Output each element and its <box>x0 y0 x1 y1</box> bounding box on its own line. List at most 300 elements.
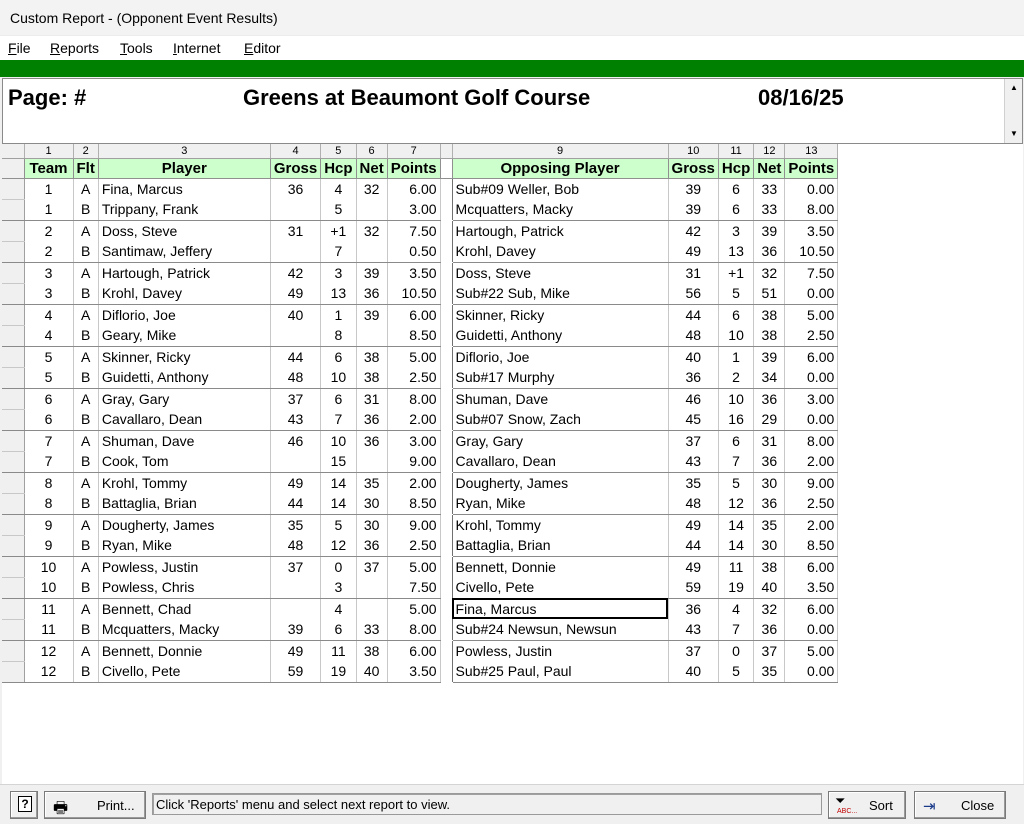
row-header[interactable] <box>2 409 24 430</box>
cell-opp-gross[interactable]: 49 <box>668 556 718 577</box>
print-button[interactable] <box>44 791 146 819</box>
cell-points[interactable]: 2.00 <box>387 472 440 493</box>
cell-opp-gross[interactable]: 44 <box>668 535 718 556</box>
cell-opp-hcp[interactable]: 0 <box>718 640 753 661</box>
cell-points[interactable]: 2.50 <box>387 535 440 556</box>
row-header[interactable] <box>2 640 24 661</box>
cell-opp-net[interactable]: 38 <box>754 304 785 325</box>
cell-net[interactable] <box>356 451 387 472</box>
cell-points[interactable]: 0.50 <box>387 241 440 262</box>
cell-opp-hcp[interactable]: 4 <box>718 598 753 619</box>
cell-points[interactable]: 8.50 <box>387 493 440 514</box>
cell-hcp[interactable]: 6 <box>321 619 356 640</box>
cell-player[interactable]: Gray, Gary <box>98 388 270 409</box>
cell-net[interactable] <box>356 199 387 220</box>
cell-gross[interactable]: 42 <box>270 262 320 283</box>
cell-player[interactable]: Civello, Pete <box>98 661 270 682</box>
cell-player[interactable]: Skinner, Ricky <box>98 346 270 367</box>
cell-points[interactable]: 2.50 <box>387 367 440 388</box>
cell-player[interactable]: Cook, Tom <box>98 451 270 472</box>
cell-hcp[interactable]: 11 <box>321 640 356 661</box>
column-number[interactable]: 13 <box>785 144 838 158</box>
row-header[interactable] <box>2 199 24 220</box>
cell-player[interactable]: Guidetti, Anthony <box>98 367 270 388</box>
cell-net[interactable]: 31 <box>356 388 387 409</box>
cell-opp-gross[interactable]: 48 <box>668 325 718 346</box>
cell-player[interactable]: Ryan, Mike <box>98 535 270 556</box>
cell-team[interactable]: 8 <box>24 472 73 493</box>
row-header[interactable] <box>2 451 24 472</box>
cell-opp-gross[interactable]: 37 <box>668 430 718 451</box>
cell-flt[interactable]: B <box>73 661 98 682</box>
cell-flt[interactable]: B <box>73 199 98 220</box>
cell-opp-hcp[interactable]: 5 <box>718 661 753 682</box>
cell-opp-player[interactable]: Bennett, Donnie <box>452 556 668 577</box>
cell-opp-net[interactable]: 33 <box>754 199 785 220</box>
cell-opp-player[interactable]: Guidetti, Anthony <box>452 325 668 346</box>
row-header[interactable] <box>2 472 24 493</box>
cell-net[interactable] <box>356 577 387 598</box>
cell-opp-net[interactable]: 40 <box>754 577 785 598</box>
cell-player[interactable]: Bennett, Chad <box>98 598 270 619</box>
cell-player[interactable]: Trippany, Frank <box>98 199 270 220</box>
cell-opp-gross[interactable]: 48 <box>668 493 718 514</box>
cell-gross[interactable]: 44 <box>270 346 320 367</box>
cell-opp-gross[interactable]: 49 <box>668 514 718 535</box>
cell-net[interactable]: 37 <box>356 556 387 577</box>
cell-opp-hcp[interactable]: 11 <box>718 556 753 577</box>
cell-opp-net[interactable]: 33 <box>754 178 785 199</box>
cell-opp-points[interactable]: 6.00 <box>785 346 838 367</box>
menu-tools[interactable] <box>120 40 153 56</box>
cell-opp-gross[interactable]: 42 <box>668 220 718 241</box>
cell-gross[interactable] <box>270 325 320 346</box>
cell-flt[interactable]: B <box>73 451 98 472</box>
cell-opp-player[interactable]: Krohl, Tommy <box>452 514 668 535</box>
cell-opp-gross[interactable]: 36 <box>668 598 718 619</box>
cell-opp-points[interactable]: 0.00 <box>785 619 838 640</box>
row-header[interactable] <box>2 619 24 640</box>
cell-hcp[interactable]: 4 <box>321 178 356 199</box>
column-number[interactable]: 3 <box>98 144 270 158</box>
cell-net[interactable]: 30 <box>356 514 387 535</box>
cell-net[interactable]: 38 <box>356 346 387 367</box>
cell-opp-gross[interactable]: 56 <box>668 283 718 304</box>
cell-opp-hcp[interactable]: 14 <box>718 535 753 556</box>
cell-opp-gross[interactable]: 43 <box>668 619 718 640</box>
cell-hcp[interactable]: 15 <box>321 451 356 472</box>
cell-net[interactable]: 36 <box>356 535 387 556</box>
cell-gross[interactable] <box>270 199 320 220</box>
scroll-down-icon[interactable]: ▼ <box>1006 126 1022 142</box>
cell-net[interactable]: 39 <box>356 262 387 283</box>
cell-opp-net[interactable]: 35 <box>754 661 785 682</box>
cell-gross[interactable]: 59 <box>270 661 320 682</box>
cell-opp-points[interactable]: 3.50 <box>785 577 838 598</box>
scroll-up-icon[interactable]: ▲ <box>1006 80 1022 96</box>
cell-player[interactable]: Krohl, Davey <box>98 283 270 304</box>
column-header-opp-player[interactable]: Opposing Player <box>452 158 668 178</box>
column-header-opp-points[interactable]: Points <box>785 158 838 178</box>
cell-opp-hcp[interactable]: +1 <box>718 262 753 283</box>
cell-flt[interactable]: B <box>73 535 98 556</box>
cell-gross[interactable] <box>270 241 320 262</box>
cell-net[interactable]: 32 <box>356 178 387 199</box>
cell-flt[interactable]: B <box>73 325 98 346</box>
cell-opp-hcp[interactable]: 16 <box>718 409 753 430</box>
cell-opp-net[interactable]: 32 <box>754 262 785 283</box>
cell-points[interactable]: 5.00 <box>387 556 440 577</box>
cell-gross[interactable]: 37 <box>270 388 320 409</box>
cell-opp-net[interactable]: 34 <box>754 367 785 388</box>
cell-opp-gross[interactable]: 45 <box>668 409 718 430</box>
cell-opp-gross[interactable]: 36 <box>668 367 718 388</box>
cell-net[interactable]: 33 <box>356 619 387 640</box>
cell-flt[interactable]: B <box>73 283 98 304</box>
cell-net[interactable]: 36 <box>356 409 387 430</box>
cell-gross[interactable]: 35 <box>270 514 320 535</box>
cell-player[interactable]: Dougherty, James <box>98 514 270 535</box>
cell-team[interactable]: 10 <box>24 556 73 577</box>
cell-team[interactable]: 10 <box>24 577 73 598</box>
row-header[interactable] <box>2 304 24 325</box>
cell-hcp[interactable]: 12 <box>321 535 356 556</box>
cell-opp-points[interactable]: 8.00 <box>785 430 838 451</box>
cell-opp-points[interactable]: 6.00 <box>785 598 838 619</box>
cell-team[interactable]: 9 <box>24 514 73 535</box>
cell-player[interactable]: Fina, Marcus <box>98 178 270 199</box>
cell-points[interactable]: 10.50 <box>387 283 440 304</box>
cell-points[interactable]: 6.00 <box>387 304 440 325</box>
cell-hcp[interactable]: 7 <box>321 409 356 430</box>
cell-hcp[interactable]: 6 <box>321 346 356 367</box>
cell-opp-net[interactable]: 36 <box>754 619 785 640</box>
cell-points[interactable]: 5.00 <box>387 346 440 367</box>
cell-opp-gross[interactable]: 35 <box>668 472 718 493</box>
cell-points[interactable]: 3.00 <box>387 430 440 451</box>
cell-gross[interactable]: 31 <box>270 220 320 241</box>
cell-flt[interactable]: B <box>73 577 98 598</box>
row-header[interactable] <box>2 556 24 577</box>
cell-opp-hcp[interactable]: 3 <box>718 220 753 241</box>
cell-opp-player[interactable]: Dougherty, James <box>452 472 668 493</box>
cell-team[interactable]: 4 <box>24 304 73 325</box>
column-number[interactable]: 7 <box>387 144 440 158</box>
cell-points[interactable]: 8.50 <box>387 325 440 346</box>
menu-file[interactable] <box>8 40 31 56</box>
column-header-opp-gross[interactable]: Gross <box>668 158 718 178</box>
cell-hcp[interactable]: 8 <box>321 325 356 346</box>
cell-points[interactable]: 3.50 <box>387 661 440 682</box>
cell-opp-player[interactable]: Cavallaro, Dean <box>452 451 668 472</box>
cell-team[interactable]: 3 <box>24 283 73 304</box>
cell-team[interactable]: 2 <box>24 220 73 241</box>
cell-opp-net[interactable]: 32 <box>754 598 785 619</box>
column-header-opp-hcp[interactable]: Hcp <box>718 158 753 178</box>
column-number[interactable]: 5 <box>321 144 356 158</box>
cell-opp-hcp[interactable]: 6 <box>718 430 753 451</box>
cell-flt[interactable]: A <box>73 178 98 199</box>
cell-points[interactable]: 3.00 <box>387 199 440 220</box>
cell-opp-net[interactable]: 30 <box>754 535 785 556</box>
cell-flt[interactable]: A <box>73 346 98 367</box>
cell-opp-gross[interactable]: 37 <box>668 640 718 661</box>
cell-opp-net[interactable]: 51 <box>754 283 785 304</box>
cell-hcp[interactable]: 14 <box>321 493 356 514</box>
cell-gross[interactable] <box>270 451 320 472</box>
cell-gross[interactable]: 39 <box>270 619 320 640</box>
cell-opp-gross[interactable]: 49 <box>668 241 718 262</box>
cell-opp-gross[interactable]: 44 <box>668 304 718 325</box>
cell-hcp[interactable]: 5 <box>321 199 356 220</box>
cell-opp-player[interactable]: Sub#25 Paul, Paul <box>452 661 668 682</box>
cell-net[interactable] <box>356 325 387 346</box>
row-header[interactable] <box>2 514 24 535</box>
cell-opp-gross[interactable]: 39 <box>668 199 718 220</box>
cell-opp-gross[interactable]: 43 <box>668 451 718 472</box>
cell-hcp[interactable]: 14 <box>321 472 356 493</box>
cell-hcp[interactable]: 7 <box>321 241 356 262</box>
cell-net[interactable]: 39 <box>356 304 387 325</box>
row-header[interactable] <box>2 367 24 388</box>
cell-flt[interactable]: A <box>73 304 98 325</box>
cell-gross[interactable]: 37 <box>270 556 320 577</box>
cell-opp-player[interactable]: Skinner, Ricky <box>452 304 668 325</box>
cell-opp-points[interactable]: 5.00 <box>785 304 838 325</box>
cell-opp-player[interactable]: Sub#17 Murphy <box>452 367 668 388</box>
cell-points[interactable]: 2.00 <box>387 409 440 430</box>
cell-hcp[interactable]: 13 <box>321 283 356 304</box>
cell-opp-player[interactable]: Gray, Gary <box>452 430 668 451</box>
cell-team[interactable]: 4 <box>24 325 73 346</box>
cell-team[interactable]: 12 <box>24 640 73 661</box>
cell-flt[interactable]: A <box>73 430 98 451</box>
cell-opp-net[interactable]: 36 <box>754 241 785 262</box>
cell-opp-gross[interactable]: 40 <box>668 346 718 367</box>
row-header[interactable] <box>2 346 24 367</box>
cell-opp-net[interactable]: 35 <box>754 514 785 535</box>
cell-gross[interactable] <box>270 577 320 598</box>
cell-player[interactable]: Santimaw, Jeffery <box>98 241 270 262</box>
cell-points[interactable]: 7.50 <box>387 577 440 598</box>
column-number[interactable]: 10 <box>668 144 718 158</box>
cell-flt[interactable]: A <box>73 220 98 241</box>
cell-net[interactable]: 32 <box>356 220 387 241</box>
cell-gross[interactable]: 49 <box>270 283 320 304</box>
cell-points[interactable]: 6.00 <box>387 640 440 661</box>
cell-hcp[interactable]: 6 <box>321 388 356 409</box>
cell-team[interactable]: 5 <box>24 367 73 388</box>
cell-gross[interactable] <box>270 598 320 619</box>
cell-player[interactable]: Cavallaro, Dean <box>98 409 270 430</box>
cell-opp-hcp[interactable]: 10 <box>718 325 753 346</box>
cell-opp-gross[interactable]: 31 <box>668 262 718 283</box>
cell-opp-net[interactable]: 29 <box>754 409 785 430</box>
cell-flt[interactable]: A <box>73 472 98 493</box>
cell-opp-net[interactable]: 30 <box>754 472 785 493</box>
menu-reports[interactable] <box>50 40 99 56</box>
cell-points[interactable]: 3.50 <box>387 262 440 283</box>
cell-opp-hcp[interactable]: 6 <box>718 199 753 220</box>
cell-gross[interactable]: 43 <box>270 409 320 430</box>
cell-flt[interactable]: A <box>73 640 98 661</box>
cell-points[interactable]: 5.00 <box>387 598 440 619</box>
cell-hcp[interactable]: 5 <box>321 514 356 535</box>
cell-hcp[interactable]: 10 <box>321 430 356 451</box>
cell-team[interactable]: 9 <box>24 535 73 556</box>
cell-flt[interactable]: B <box>73 619 98 640</box>
cell-opp-player[interactable]: Civello, Pete <box>452 577 668 598</box>
cell-flt[interactable]: A <box>73 262 98 283</box>
cell-gross[interactable]: 49 <box>270 640 320 661</box>
row-header[interactable] <box>2 144 24 158</box>
cell-player[interactable]: Battaglia, Brian <box>98 493 270 514</box>
column-number[interactable]: 11 <box>718 144 753 158</box>
column-header-hcp[interactable]: Hcp <box>321 158 356 178</box>
cell-team[interactable]: 11 <box>24 619 73 640</box>
column-header-net[interactable]: Net <box>356 158 387 178</box>
cell-opp-points[interactable]: 7.50 <box>785 262 838 283</box>
cell-flt[interactable]: A <box>73 514 98 535</box>
cell-opp-player[interactable]: Sub#22 Sub, Mike <box>452 283 668 304</box>
column-number[interactable]: 2 <box>73 144 98 158</box>
cell-opp-hcp[interactable]: 7 <box>718 451 753 472</box>
cell-team[interactable]: 7 <box>24 451 73 472</box>
cell-opp-player[interactable]: Hartough, Patrick <box>452 220 668 241</box>
cell-opp-gross[interactable]: 39 <box>668 178 718 199</box>
cell-opp-player[interactable]: Sub#07 Snow, Zach <box>452 409 668 430</box>
row-header[interactable] <box>2 577 24 598</box>
cell-opp-net[interactable]: 31 <box>754 430 785 451</box>
row-header[interactable] <box>2 220 24 241</box>
cell-flt[interactable]: B <box>73 241 98 262</box>
row-header[interactable] <box>2 493 24 514</box>
cell-opp-net[interactable]: 36 <box>754 388 785 409</box>
cell-gross[interactable]: 40 <box>270 304 320 325</box>
cell-opp-points[interactable]: 0.00 <box>785 283 838 304</box>
row-header[interactable] <box>2 535 24 556</box>
cell-opp-points[interactable]: 8.00 <box>785 199 838 220</box>
cell-opp-player[interactable]: Shuman, Dave <box>452 388 668 409</box>
cell-team[interactable]: 5 <box>24 346 73 367</box>
cell-points[interactable]: 7.50 <box>387 220 440 241</box>
cell-opp-net[interactable]: 38 <box>754 325 785 346</box>
cell-team[interactable]: 6 <box>24 409 73 430</box>
cell-opp-hcp[interactable]: 6 <box>718 304 753 325</box>
cell-opp-points[interactable]: 2.00 <box>785 514 838 535</box>
cell-team[interactable]: 12 <box>24 661 73 682</box>
row-header[interactable] <box>2 598 24 619</box>
cell-opp-hcp[interactable]: 19 <box>718 577 753 598</box>
cell-opp-points[interactable]: 2.50 <box>785 325 838 346</box>
cell-player[interactable]: Bennett, Donnie <box>98 640 270 661</box>
cell-team[interactable]: 6 <box>24 388 73 409</box>
cell-hcp[interactable]: 1 <box>321 304 356 325</box>
cell-player[interactable]: Hartough, Patrick <box>98 262 270 283</box>
cell-hcp[interactable]: 19 <box>321 661 356 682</box>
cell-net[interactable]: 38 <box>356 640 387 661</box>
cell-points[interactable]: 9.00 <box>387 514 440 535</box>
close-button[interactable] <box>914 791 1006 819</box>
cell-opp-points[interactable]: 10.50 <box>785 241 838 262</box>
cell-player[interactable]: Mcquatters, Macky <box>98 619 270 640</box>
cell-opp-points[interactable]: 0.00 <box>785 661 838 682</box>
cell-opp-points[interactable]: 3.50 <box>785 220 838 241</box>
row-header[interactable] <box>2 430 24 451</box>
cell-flt[interactable]: A <box>73 556 98 577</box>
cell-opp-net[interactable]: 36 <box>754 493 785 514</box>
cell-opp-player[interactable]: Fina, Marcus <box>452 598 668 619</box>
cell-hcp[interactable]: +1 <box>321 220 356 241</box>
cell-gross[interactable]: 48 <box>270 367 320 388</box>
cell-opp-player[interactable]: Sub#24 Newsun, Newsun <box>452 619 668 640</box>
sort-button[interactable] <box>828 791 906 819</box>
cell-player[interactable]: Diflorio, Joe <box>98 304 270 325</box>
cell-points[interactable]: 9.00 <box>387 451 440 472</box>
cell-opp-hcp[interactable]: 10 <box>718 388 753 409</box>
cell-opp-player[interactable]: Doss, Steve <box>452 262 668 283</box>
cell-opp-hcp[interactable]: 12 <box>718 493 753 514</box>
help-button[interactable] <box>10 791 38 819</box>
cell-opp-net[interactable]: 36 <box>754 451 785 472</box>
cell-opp-points[interactable]: 0.00 <box>785 409 838 430</box>
header-scrollbar[interactable] <box>1004 79 1022 143</box>
cell-opp-hcp[interactable]: 6 <box>718 178 753 199</box>
cell-opp-hcp[interactable]: 1 <box>718 346 753 367</box>
cell-opp-points[interactable]: 2.50 <box>785 493 838 514</box>
column-header-gross[interactable]: Gross <box>270 158 320 178</box>
cell-flt[interactable]: B <box>73 493 98 514</box>
cell-opp-gross[interactable]: 59 <box>668 577 718 598</box>
cell-opp-hcp[interactable]: 2 <box>718 367 753 388</box>
cell-opp-points[interactable]: 2.00 <box>785 451 838 472</box>
cell-points[interactable]: 8.00 <box>387 619 440 640</box>
cell-flt[interactable]: B <box>73 367 98 388</box>
cell-gross[interactable]: 48 <box>270 535 320 556</box>
cell-opp-hcp[interactable]: 5 <box>718 472 753 493</box>
cell-team[interactable]: 11 <box>24 598 73 619</box>
cell-opp-player[interactable]: Powless, Justin <box>452 640 668 661</box>
cell-opp-net[interactable]: 39 <box>754 220 785 241</box>
cell-net[interactable]: 40 <box>356 661 387 682</box>
cell-points[interactable]: 8.00 <box>387 388 440 409</box>
cell-team[interactable]: 1 <box>24 178 73 199</box>
cell-net[interactable]: 36 <box>356 430 387 451</box>
cell-net[interactable]: 30 <box>356 493 387 514</box>
row-header[interactable] <box>2 661 24 682</box>
cell-opp-points[interactable]: 3.00 <box>785 388 838 409</box>
cell-net[interactable]: 38 <box>356 367 387 388</box>
cell-points[interactable]: 6.00 <box>387 178 440 199</box>
column-header-opp-net[interactable]: Net <box>754 158 785 178</box>
column-header-player[interactable]: Player <box>98 158 270 178</box>
cell-flt[interactable]: A <box>73 388 98 409</box>
cell-gross[interactable]: 36 <box>270 178 320 199</box>
cell-opp-gross[interactable]: 40 <box>668 661 718 682</box>
cell-opp-player[interactable]: Ryan, Mike <box>452 493 668 514</box>
menu-internet[interactable] <box>173 40 220 56</box>
cell-opp-hcp[interactable]: 5 <box>718 283 753 304</box>
row-header[interactable] <box>2 262 24 283</box>
cell-opp-player[interactable]: Krohl, Davey <box>452 241 668 262</box>
column-header-points[interactable]: Points <box>387 158 440 178</box>
cell-team[interactable]: 8 <box>24 493 73 514</box>
cell-opp-gross[interactable]: 46 <box>668 388 718 409</box>
row-header[interactable] <box>2 178 24 199</box>
cell-net[interactable]: 36 <box>356 283 387 304</box>
column-number[interactable]: 1 <box>24 144 73 158</box>
cell-opp-player[interactable]: Sub#09 Weller, Bob <box>452 178 668 199</box>
